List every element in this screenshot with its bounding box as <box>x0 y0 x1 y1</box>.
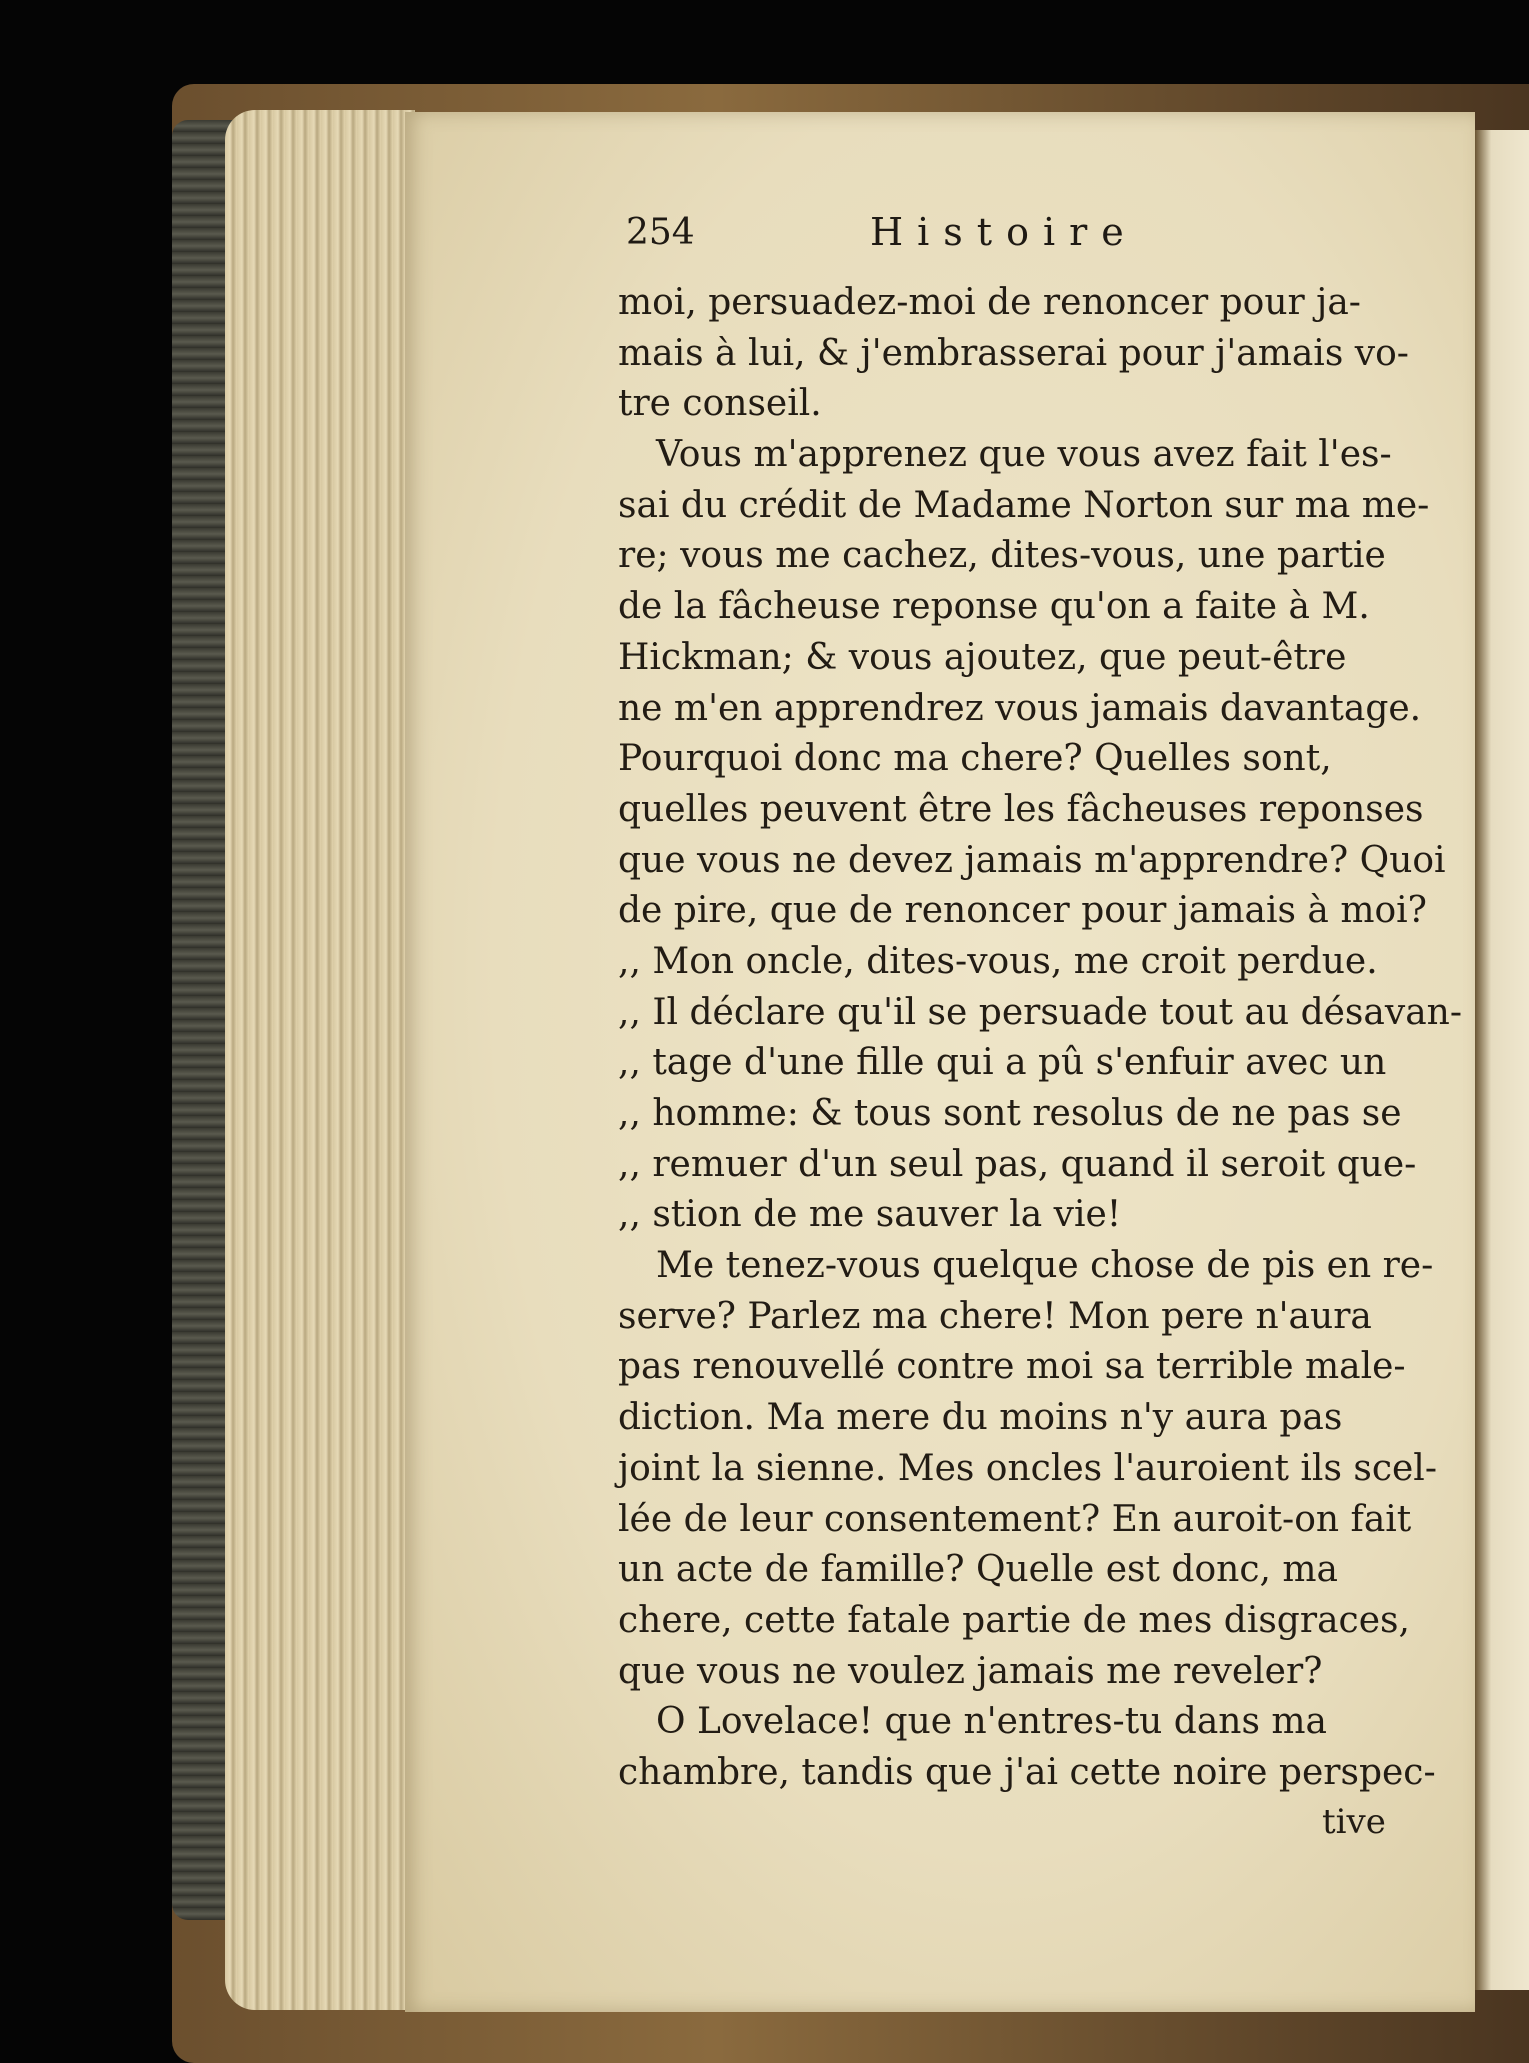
text-line: diction. Ma mere du moins n'y aura pas <box>618 1397 1343 1439</box>
text-line: sai du crédit de Madame Norton sur ma me- <box>618 484 1430 526</box>
text-line: ,, remuer d'un seul pas, quand il seroit que- <box>618 1143 1417 1185</box>
page-edges <box>225 110 415 2010</box>
text-line: ,, Mon oncle, dites-vous, me croit perdue. <box>618 940 1378 982</box>
text-line: chambre, tandis que j'ai cette noire perspec- <box>618 1751 1436 1793</box>
text-line: ,, homme: & tous sont resolus de ne pas se <box>618 1093 1402 1134</box>
text-line: Vous m'apprenez que vous avez fait l'es- <box>656 434 1392 476</box>
text-line: O Lovelace! que n'entres-tu dans ma <box>656 1701 1328 1743</box>
text-line: serve? Parlez ma chere! Mon pere n'aura <box>618 1295 1372 1337</box>
text-line: joint la sienne. Mes oncles l'auroient ils scel- <box>618 1447 1437 1489</box>
text-line: moi, persuadez-moi de renoncer pour ja- <box>618 282 1361 323</box>
text-line: quelles peuvent être les fâcheuses reponses <box>618 788 1424 830</box>
catchword: tive <box>1322 1802 1386 1842</box>
text-line: lée de leur consentement? En auroit-on fait <box>618 1498 1412 1540</box>
text-line: de la fâcheuse reponse qu'on a faite à M. <box>618 586 1370 628</box>
text-line: chere, cette fatale partie de mes disgraces, <box>618 1599 1410 1641</box>
text-line: de pire, que de renoncer pour jamais à moi? <box>618 890 1427 932</box>
text-line: ,, Il déclare qu'il se persuade tout au désavan- <box>618 991 1463 1033</box>
page-number: 254 <box>626 212 695 253</box>
text-line: ,, tage d'une fille qui a pû s'enfuir avec un <box>618 1042 1387 1084</box>
running-head: Histoire <box>870 210 1138 254</box>
page-header <box>626 212 1416 258</box>
body-text <box>618 278 1463 1799</box>
text-line: ,, stion de me sauver la vie! <box>618 1194 1122 1236</box>
text-line: tre conseil. <box>618 383 822 425</box>
text-line: ne m'en apprendrez vous jamais davantage. <box>618 687 1422 729</box>
text-line: re; vous me cachez, dites-vous, une partie <box>618 535 1386 577</box>
text-line: Hickman; & vous ajoutez, que peut-être <box>618 636 1347 678</box>
facing-page-edge <box>1475 130 1529 1990</box>
text-line: mais à lui, & j'embrasserai pour j'amais vo- <box>618 332 1409 374</box>
text-line: que vous ne voulez jamais me reveler? <box>618 1650 1323 1692</box>
text-line: Pourquoi donc ma chere? Quelles sont, <box>618 738 1332 780</box>
text-line: que vous ne devez jamais m'apprendre? Quoi <box>618 839 1446 881</box>
text-line: Me tenez-vous quelque chose de pis en re- <box>656 1245 1434 1287</box>
text-line: un acte de famille? Quelle est donc, ma <box>618 1549 1338 1591</box>
text-line: pas renouvellé contre moi sa terrible male- <box>618 1346 1406 1388</box>
